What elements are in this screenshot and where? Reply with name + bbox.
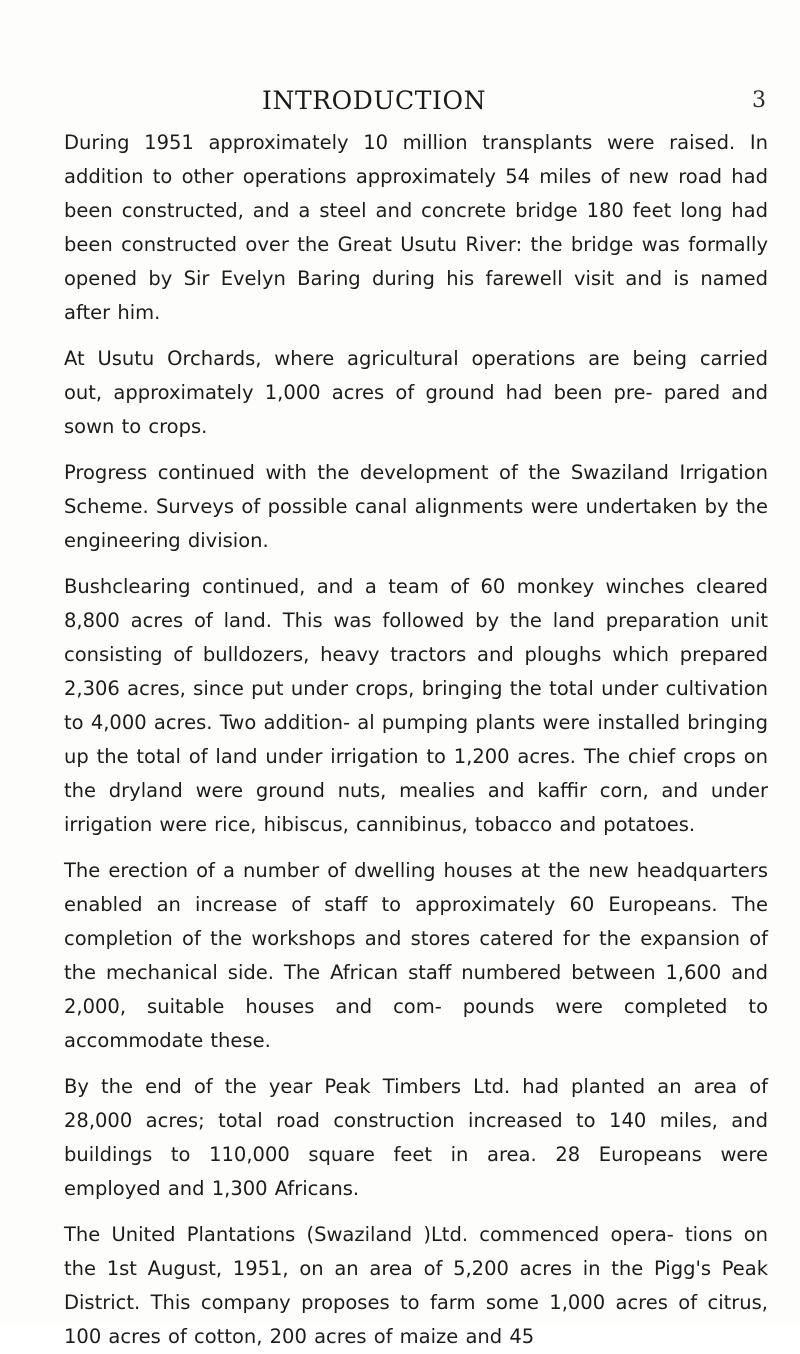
paragraph-bushclearing: Bushclearing continued, and a team of 60 monkey winches cleared 8,800 acres of land. This was followed by the land preparation unit consisting of bulldozers, heavy tractors and ploughs which prepared 2,306 acres, since put under crops, bringing the total under cultivation to 4,000 acres. Two addition- al pumping plants were installed bringing up the total of land under irrigation to 1,200 acres. The chief crops on the dryland were ground nuts, mealies and kaffir corn, and under irrigation were rice, hibiscus, cannibinus, tobacco and potatoes. (64, 575, 768, 836)
paragraph-peak-timbers: By the end of the year Peak Timbers Ltd. had planted an area of 28,000 acres; total road construction increased to 140 miles, and buildings to 110,000 square feet in area. 28 Europeans were employed and 1,300 Africans. (64, 1075, 768, 1200)
paragraph-irrigation-scheme: Progress continued with the development of the Swaziland Irrigation Scheme. Surveys of possible canal alignments were undertaken by the engineering division. (64, 461, 768, 552)
page-number: 3 (752, 88, 766, 113)
paragraph-headquarters: The erection of a number of dwelling houses at the new headquarters enabled an increase of staff to approximately 60 Europeans. The completion of the workshops and stores catered for the expansion of the mechanical side. The African staff numbered between 1,600 and 2,000, suitable houses and com- pounds were completed to accommodate these. (64, 859, 768, 1052)
body-text (64, 126, 768, 1354)
paragraph-transplants: During 1951 approximately 10 million transplants were raised. In addition to other operations approximately 54 miles of new road had been constructed, and a steel and concrete bridge 180 feet long had been constructed over the Great Usutu River: the bridge was formally opened by Sir Evelyn Baring during his farewell visit and is named after him. (64, 131, 768, 324)
paragraph-usutu-orchards: At Usutu Orchards, where agricultural operations are being carried out, approximately 1,000 acres of ground had been pre- pared and sown to crops. (64, 347, 768, 438)
paragraph-united-plantations: The United Plantations (Swaziland )Ltd. commenced opera- tions on the 1st August, 1951, on an area of 5,200 acres in the Pigg's Peak District. This company proposes to farm some 1,000 acres of citrus, 100 acres of cotton, 200 acres of maize and 45 (64, 1223, 768, 1348)
running-header (0, 86, 800, 122)
page-title: INTRODUCTION (262, 86, 487, 115)
